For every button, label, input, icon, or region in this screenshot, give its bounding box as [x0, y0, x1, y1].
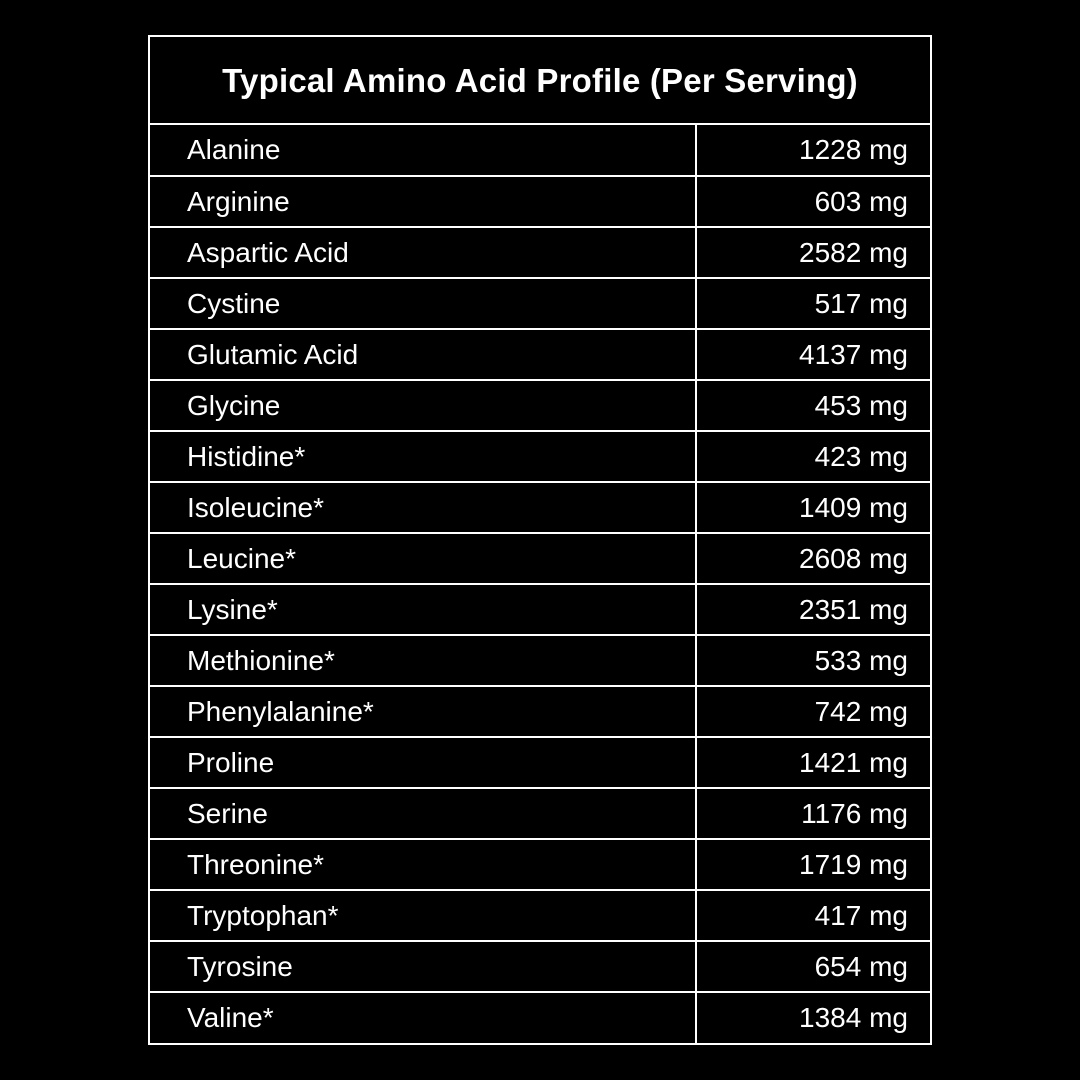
amino-acid-name: Glycine [150, 380, 696, 431]
table-row [150, 125, 930, 176]
table-row [150, 635, 930, 686]
amino-acid-name: Threonine* [150, 839, 696, 890]
table-row [150, 686, 930, 737]
amino-acid-name: Glutamic Acid [150, 329, 696, 380]
amino-acid-value: 517 mg [696, 278, 930, 329]
amino-acid-table-body [150, 125, 930, 1043]
amino-acid-name: Phenylalanine* [150, 686, 696, 737]
amino-acid-value: 1384 mg [799, 1002, 908, 1034]
amino-acid-name: Arginine [150, 176, 696, 227]
table-row [150, 737, 930, 788]
table-row [150, 431, 930, 482]
table-row [150, 380, 930, 431]
amino-acid-value: 2608 mg [696, 533, 930, 584]
amino-acid-name: Histidine* [150, 431, 696, 482]
amino-acid-value: 2582 mg [696, 227, 930, 278]
amino-acid-name: Aspartic Acid [150, 227, 696, 278]
amino-acid-value: 1421 mg [696, 737, 930, 788]
amino-acid-value: 1228 mg [696, 125, 930, 176]
amino-acid-name: Proline [150, 737, 696, 788]
amino-acid-name: Tryptophan* [150, 890, 696, 941]
amino-acid-value: 453 mg [696, 380, 930, 431]
table-row [150, 329, 930, 380]
amino-acid-value: 1719 mg [696, 839, 930, 890]
amino-acid-name: Alanine [150, 125, 696, 176]
amino-acid-value: 4137 mg [696, 329, 930, 380]
amino-acid-value: 533 mg [696, 635, 930, 686]
table-row [150, 278, 930, 329]
amino-acid-profile-panel [148, 35, 932, 1045]
table-row [150, 584, 930, 635]
table-row [150, 176, 930, 227]
amino-acid-name: Serine [150, 788, 696, 839]
amino-acid-table [150, 125, 930, 1043]
amino-acid-value: 654 mg [696, 941, 930, 992]
table-row [150, 482, 930, 533]
amino-acid-value: 1176 mg [696, 788, 930, 839]
amino-acid-name: Cystine [150, 278, 696, 329]
amino-acid-name: Valine* [150, 992, 696, 1043]
amino-acid-name: Lysine* [150, 584, 696, 635]
amino-acid-value: 417 mg [696, 890, 930, 941]
amino-acid-name: Isoleucine* [150, 482, 696, 533]
amino-acid-value: 1409 mg [696, 482, 930, 533]
table-row [150, 227, 930, 278]
amino-acid-value: 2351 mg [696, 584, 930, 635]
amino-acid-name: Tyrosine [150, 941, 696, 992]
table-row [150, 788, 930, 839]
amino-acid-name: Methionine* [150, 635, 696, 686]
table-row [150, 941, 930, 992]
table-row [150, 839, 930, 890]
amino-acid-value: 742 mg [696, 686, 930, 737]
table-row [150, 890, 930, 941]
amino-acid-value: 423 mg [696, 431, 930, 482]
amino-acid-name: Leucine* [150, 533, 696, 584]
page-title: Typical Amino Acid Profile (Per Serving) [150, 37, 930, 125]
table-row [150, 533, 930, 584]
amino-acid-value: 603 mg [696, 176, 930, 227]
table-row [150, 992, 930, 1043]
